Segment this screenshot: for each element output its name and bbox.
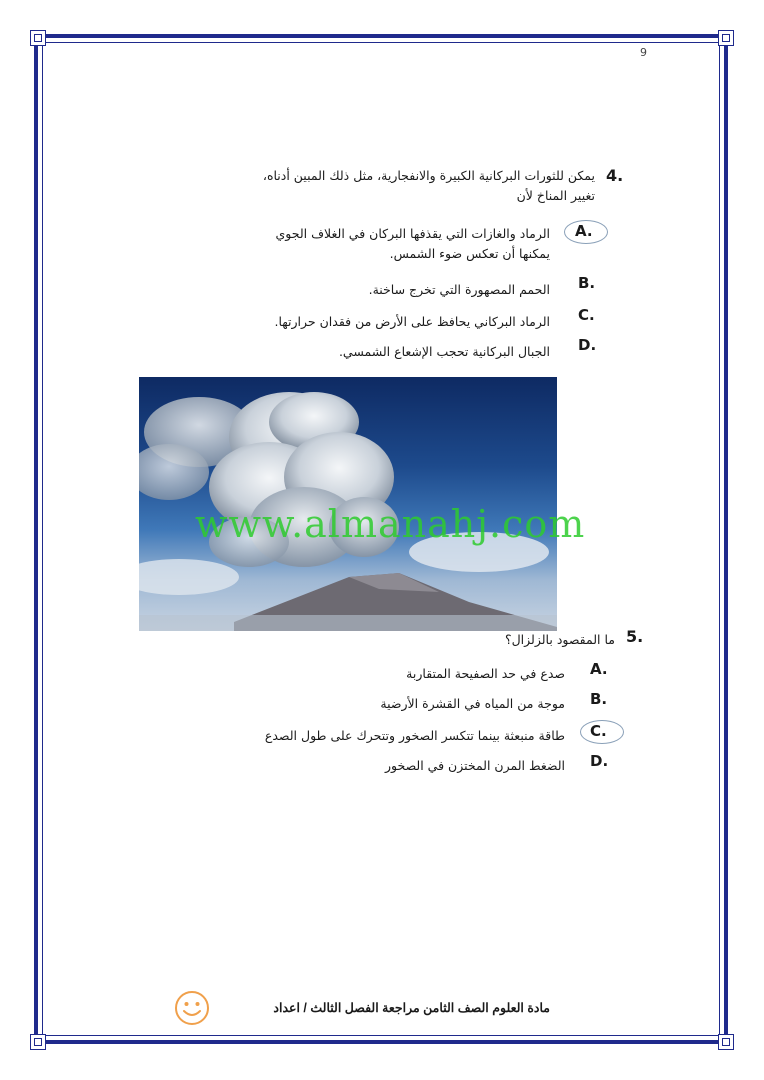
watermark-text: www.almanahj.com [195, 502, 586, 546]
q4-option-a[interactable] [200, 224, 550, 264]
q5-option-b[interactable]: موجة من المياه في القشرة الأرضية [380, 696, 565, 711]
q4-option-a-letter: A. [575, 222, 593, 240]
q4-option-c[interactable]: الرماد البركاني يحافظ على الأرض من فقدان حرارتها. [274, 314, 550, 329]
q5-option-a-letter: A. [590, 660, 608, 678]
q4-option-a-line1: الرماد والغازات التي يقذفها البركان في الغلاف الجوي [275, 226, 550, 241]
corner-ornament-top-right [718, 30, 734, 46]
question-4-number: 4. [606, 166, 624, 185]
question-4-text-line1: يمكن للثورات البركانية الكبيرة والانفجارية، مثل ذلك المبين أدناه، [262, 168, 595, 183]
q4-option-c-letter: C. [578, 306, 595, 324]
question-4-text [180, 166, 595, 206]
q5-option-c-letter: C. [590, 722, 607, 740]
question-5-number: 5. [626, 627, 644, 646]
q4-option-b-letter: B. [578, 274, 596, 292]
corner-ornament-bottom-right [718, 1034, 734, 1050]
q5-option-d[interactable]: الضغط المرن المختزن في الصخور [385, 758, 565, 773]
corner-ornament-top-left [30, 30, 46, 46]
q4-option-b[interactable]: الحمم المصهورة التي تخرج ساخنة. [368, 282, 550, 297]
smiley-face-icon [174, 990, 210, 1026]
q4-option-a-line2: يمكنها أن تعكس ضوء الشمس. [389, 246, 550, 261]
footer-credit: مادة العلوم الصف الثامن مراجعة الفصل الثالث / اعداد [273, 1001, 550, 1015]
question-5-text: ما المقصود بالزلزال؟ [504, 632, 615, 647]
q4-option-d[interactable]: الجبال البركانية تحجب الإشعاع الشمسي. [338, 344, 550, 359]
q4-option-d-letter: D. [578, 336, 597, 354]
q5-option-a[interactable]: صدع في حد الصفيحة المتقاربة [406, 666, 565, 681]
question-4-text-line2: تغيير المناخ لأن [516, 188, 595, 203]
q5-option-b-letter: B. [590, 690, 608, 708]
corner-ornament-bottom-left [30, 1034, 46, 1050]
page-number: 9 [640, 46, 647, 59]
q5-option-d-letter: D. [590, 752, 609, 770]
q5-option-c[interactable]: طاقة منبعثة بينما تتكسر الصخور وتتحرك على طول الصدع [264, 728, 565, 743]
